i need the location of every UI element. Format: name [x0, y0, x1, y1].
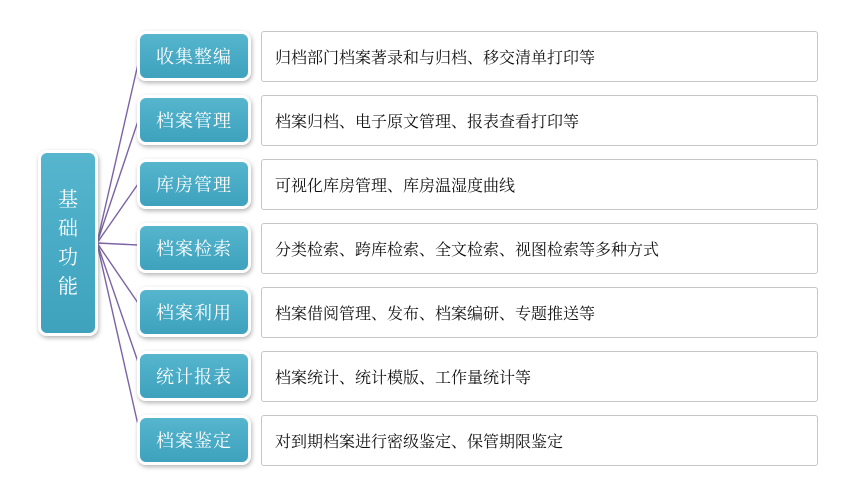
desc-box-archive-management: [261, 95, 818, 146]
desc-box-warehouse-management: [261, 159, 818, 210]
branch-node-archive-search: [137, 223, 251, 273]
branch-node-label: 收集整编: [156, 47, 232, 68]
root-node-basic-functions: [38, 150, 98, 336]
desc-box-archive-utilization: [261, 287, 818, 338]
connector-line-2: [97, 121, 138, 243]
desc-text: 归档部门档案著录和与归档、移交清单打印等: [275, 48, 596, 67]
desc-text: 档案归档、电子原文管理、报表查看打印等: [275, 112, 580, 131]
branch-node-archive-appraisal: [137, 415, 251, 465]
branch-node-label: 库房管理: [156, 175, 232, 196]
connector-line-1: [97, 64, 138, 243]
desc-text: 对到期档案进行密级鉴定、保管期限鉴定: [275, 432, 564, 451]
desc-box-archive-appraisal: [261, 415, 818, 466]
desc-text: 分类检索、跨库检索、全文检索、视图检索等多种方式: [275, 240, 660, 259]
desc-box-archive-search: [261, 223, 818, 274]
root-node-label: 基础功能: [58, 187, 78, 298]
branch-node-label: 档案检索: [156, 239, 232, 260]
branch-node-label: 统计报表: [156, 367, 232, 388]
branch-node-label: 档案管理: [156, 111, 232, 132]
desc-text: 可视化库房管理、库房温湿度曲线: [275, 176, 516, 195]
connector-line-7: [97, 243, 138, 425]
branch-node-archive-utilization: [137, 287, 251, 337]
connector-line-4: [97, 243, 138, 245]
branch-node-label: 档案鉴定: [156, 431, 232, 452]
branch-node-archive-management: [137, 95, 251, 145]
branch-node-statistics-reports: [137, 351, 251, 401]
branch-node-collection: [137, 31, 251, 81]
desc-text: 档案统计、统计模版、工作量统计等: [275, 368, 532, 387]
connector-line-6: [97, 243, 138, 362]
desc-box-statistics-reports: [261, 351, 818, 402]
branch-node-label: 档案利用: [156, 303, 232, 324]
branch-node-warehouse-management: [137, 159, 251, 209]
desc-box-collection: [261, 31, 818, 82]
desc-text: 档案借阅管理、发布、档案编研、专题推送等: [275, 304, 596, 323]
